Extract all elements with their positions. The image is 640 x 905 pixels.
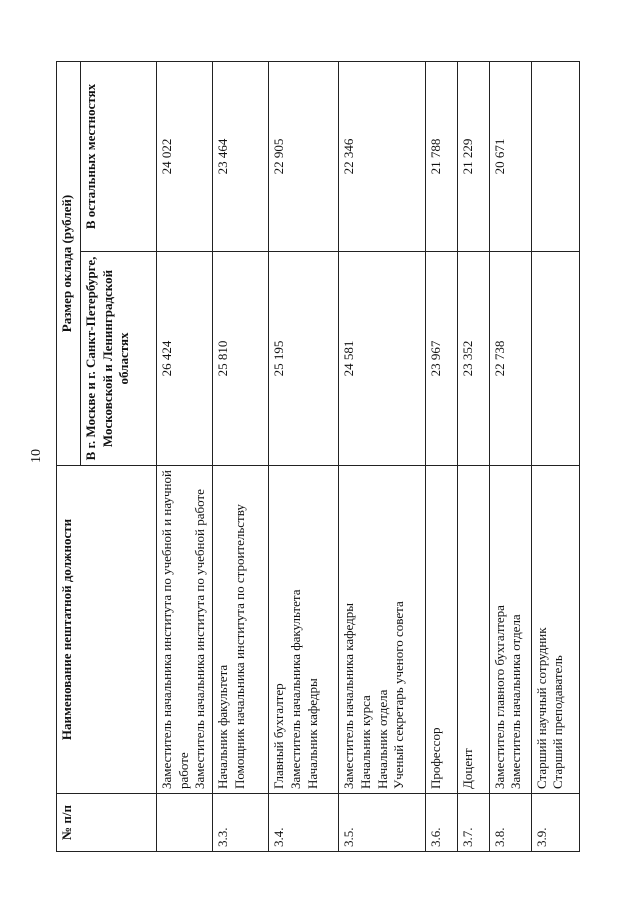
- row-number: 3.4.: [269, 794, 339, 852]
- position-names: [457, 466, 489, 794]
- salary-table: [56, 61, 580, 852]
- table-row: [157, 61, 213, 851]
- header-moscow: В г. Москве и г. Санкт-Петербурге, Московской и Ленинградской областях: [81, 252, 157, 466]
- row-number: [157, 794, 213, 852]
- row-number: 3.8.: [489, 794, 531, 852]
- rotated-table-wrapper: [56, 62, 580, 852]
- row-number: 3.5.: [339, 794, 425, 852]
- position-line: Главный бухгалтер: [271, 683, 287, 789]
- position-names: [425, 466, 457, 794]
- salary-other: 21 229: [457, 61, 489, 251]
- table-row: [489, 61, 531, 851]
- position-line: Заместитель начальника института по учебной работе: [192, 489, 208, 789]
- position-line: Начальник курса: [358, 695, 374, 789]
- table-row: [339, 61, 425, 851]
- position-line: Начальник кафедры: [304, 678, 320, 789]
- position-names: [531, 466, 579, 794]
- page-number: 10: [29, 449, 44, 463]
- salary-moscow: 23 967: [425, 252, 457, 466]
- salary-moscow: 24 581: [339, 252, 425, 466]
- salary-moscow: 26 424: [157, 252, 213, 466]
- table-row: [457, 61, 489, 851]
- row-number: 3.7.: [457, 794, 489, 852]
- header-salary-group: Размер оклада (рублей): [57, 61, 81, 465]
- position-line: Начальник отдела: [374, 689, 390, 789]
- salary-moscow: 23 352: [457, 252, 489, 466]
- position-line: Старший научный сотрудник: [533, 627, 549, 789]
- position-line: Начальник факультета: [215, 664, 231, 789]
- position-line: работе: [175, 752, 191, 789]
- table-row: [531, 61, 579, 851]
- header-other-regions: В остальных местностях: [81, 61, 157, 251]
- salary-other: 21 788: [425, 61, 457, 251]
- salary-other: 20 671: [489, 61, 531, 251]
- position-line: Ученый секретарь ученого совета: [391, 601, 407, 789]
- salary-moscow: 22 738: [489, 252, 531, 466]
- position-line: Заместитель главного бухгалтера: [491, 605, 507, 789]
- salary-moscow: [531, 252, 579, 466]
- position-line: Помощник начальника института по строительству: [231, 504, 247, 789]
- salary-other: 23 464: [213, 61, 269, 251]
- salary-moscow: 25 810: [213, 252, 269, 466]
- table-row: [213, 61, 269, 851]
- position-line: Профессор: [427, 727, 443, 789]
- position-names: [157, 466, 213, 794]
- salary-other: [531, 61, 579, 251]
- row-number: 3.6.: [425, 794, 457, 852]
- salary-other: 22 346: [339, 61, 425, 251]
- row-number: 3.3.: [213, 794, 269, 852]
- salary-moscow: 25 195: [269, 252, 339, 466]
- position-line: Заместитель начальника факультета: [287, 589, 303, 789]
- salary-other: 24 022: [157, 61, 213, 251]
- position-names: [213, 466, 269, 794]
- position-names: [269, 466, 339, 794]
- position-line: Старший преподаватель: [550, 655, 566, 789]
- position-line: Заместитель начальника отдела: [508, 614, 524, 789]
- row-number: 3.9.: [531, 794, 579, 852]
- position-line: Доцент: [459, 748, 475, 789]
- position-names: [339, 466, 425, 794]
- salary-other: 22 905: [269, 61, 339, 251]
- table-row: [425, 61, 457, 851]
- position-names: [489, 466, 531, 794]
- header-number: № п/п: [57, 794, 157, 852]
- position-line: Заместитель начальника кафедры: [341, 603, 357, 789]
- table-row: [269, 61, 339, 851]
- header-position-name: Наименование нештатной должности: [57, 466, 157, 794]
- position-line: Заместитель начальника института по учебной и научной: [159, 470, 174, 789]
